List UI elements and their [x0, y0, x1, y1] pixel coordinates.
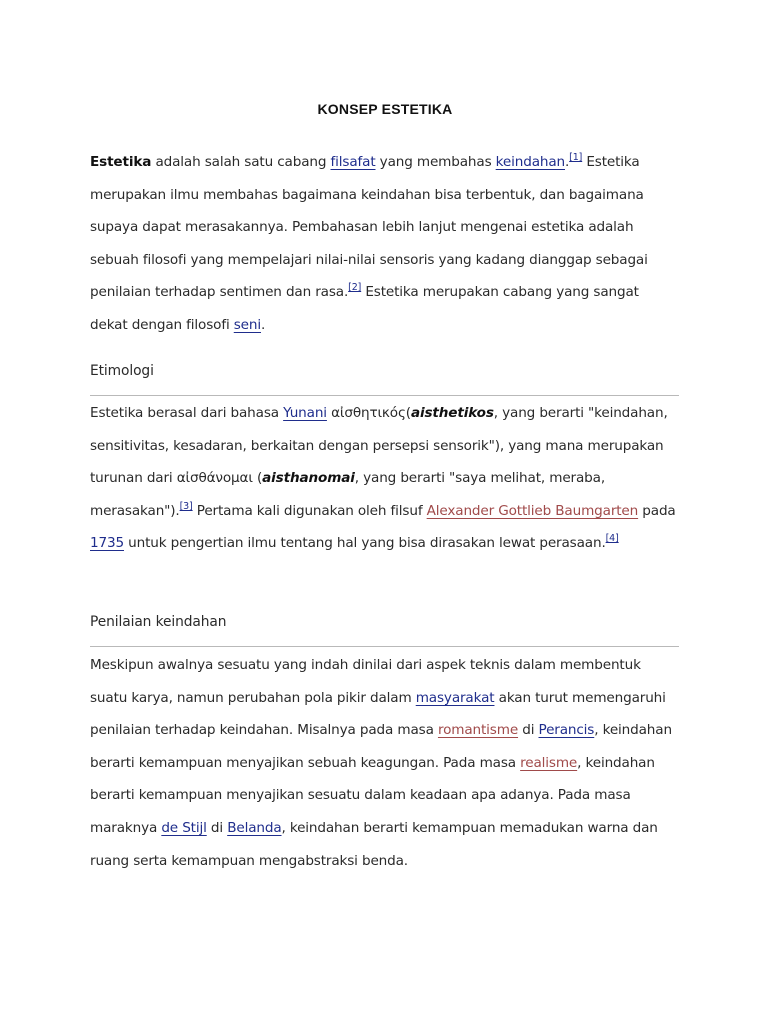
- reference-3[interactable]: [3]: [179, 500, 193, 512]
- text: Pertama kali digunakan oleh filsuf: [192, 502, 427, 519]
- etimologi-paragraph: [90, 397, 680, 560]
- reference-4[interactable]: [4]: [605, 533, 619, 545]
- text: pada: [638, 502, 676, 519]
- reference-2[interactable]: [2]: [348, 282, 362, 294]
- term-aisthetikos: aisthetikos: [410, 405, 494, 421]
- text: di: [518, 722, 539, 739]
- section-heading-etimologi: Etimologi: [90, 363, 154, 379]
- section-divider: [90, 395, 679, 396]
- link-masyarakat[interactable]: masyarakat: [415, 689, 495, 706]
- text: adalah salah satu cabang: [151, 154, 331, 170]
- section-heading-penilaian: Penilaian keindahan: [90, 614, 227, 630]
- term-estetika: Estetika: [90, 154, 152, 170]
- link-de-stijl[interactable]: de Stijl: [161, 819, 207, 836]
- text: , yang berarti "keindahan, sensitivitas, kesadaran, berkaitan dengan persepsi sensorik"), yang mana merupakan turunan dari αἰσθάνομαι (: [90, 405, 668, 487]
- link-belanda[interactable]: Belanda: [227, 819, 282, 836]
- text: , keindahan berarti kemampuan memadukan warna dan ruang serta kemampuan mengabstraksi benda.: [90, 819, 658, 869]
- link-1735[interactable]: 1735: [90, 535, 124, 552]
- text: di: [206, 819, 228, 836]
- text: yang membahas: [375, 154, 496, 170]
- text: αἰσθητικός(: [326, 405, 411, 421]
- link-keindahan[interactable]: keindahan: [495, 154, 565, 170]
- text: Estetika merupakan cabang yang sangat dekat dengan filosofi: [90, 284, 639, 333]
- text: Meskipun awalnya sesuatu yang indah dinilai dari aspek teknis dalam membentuk suatu karya, namun perubahan pola pikir dalam: [90, 657, 641, 706]
- penilaian-paragraph: [90, 649, 680, 877]
- text: , keindahan berarti kemampuan menyajikan sebuah keagungan. Pada masa: [90, 722, 672, 771]
- link-realisme[interactable]: realisme: [520, 754, 578, 771]
- text: akan turut memengaruhi penilaian terhadap keindahan. Misalnya pada masa: [90, 689, 666, 739]
- text: Estetika berasal dari bahasa: [90, 405, 284, 421]
- link-yunani[interactable]: Yunani: [283, 405, 327, 421]
- link-seni[interactable]: seni: [233, 316, 261, 333]
- text: .: [261, 316, 266, 333]
- link-filsafat[interactable]: filsafat: [330, 154, 376, 170]
- text: , keindahan berarti kemampuan menyajikan sesuatu dalam keadaan apa adanya. Pada masa maraknya: [90, 754, 655, 836]
- text: untuk pengertian ilmu tentang hal yang bisa dirasakan lewat perasaan.: [124, 535, 606, 552]
- reference-1[interactable]: [1]: [569, 152, 583, 163]
- text: .: [565, 154, 570, 170]
- document-title: KONSEP ESTETIKA: [317, 101, 453, 117]
- text: , yang berarti "saya melihat, meraba, merasakan").: [90, 470, 605, 519]
- link-perancis[interactable]: Perancis: [538, 722, 595, 739]
- section-divider: [90, 646, 679, 647]
- term-aisthanomai: aisthanomai: [262, 470, 355, 487]
- link-baumgarten[interactable]: Alexander Gottlieb Baumgarten: [426, 502, 639, 519]
- text: Estetika merupakan ilmu membahas bagaimana keindahan bisa terbentuk, dan bagaimana supaya dapat merasakannya. Pembahasan lebih lanjut mengenai estetika adalah sebuah filosofi yang mempelajari nilai-nilai sensoris yang kadang dianggap sebagai penilaian terhadap sentimen dan rasa.: [90, 154, 648, 301]
- link-romantisme[interactable]: romantisme: [437, 722, 519, 739]
- intro-paragraph: [90, 146, 680, 342]
